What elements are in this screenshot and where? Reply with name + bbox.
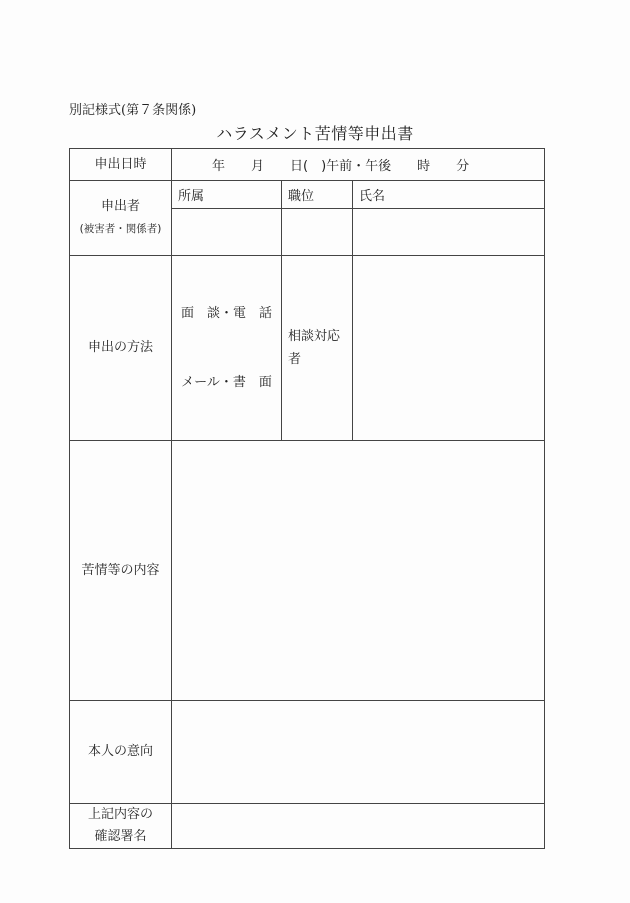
name-header: 氏名	[353, 181, 545, 209]
appendix-label: 別記様式(第７条関係)	[69, 103, 197, 118]
complaint-form-table	[69, 148, 545, 849]
consultant-label-line1: 相談対応	[288, 329, 341, 344]
method-row	[70, 256, 545, 441]
confirm-label-line2: 確認署名	[94, 829, 147, 844]
intent-label: 本人の意向	[70, 701, 172, 804]
content-field[interactable]	[172, 441, 545, 701]
affiliation-field[interactable]	[172, 209, 282, 256]
document-title: ハラスメント苦情等申出書	[216, 124, 414, 143]
consultant-label-cell	[282, 256, 353, 441]
applicant-sublabel: (被害者・関係者)	[79, 223, 162, 235]
intent-row	[70, 701, 545, 804]
content-label: 苦情等の内容	[70, 441, 172, 701]
date-label: 申出日時	[70, 149, 172, 181]
confirm-signature-field[interactable]	[172, 804, 545, 849]
method-options[interactable]	[172, 256, 282, 441]
applicant-label: 申出者	[100, 199, 140, 214]
confirm-row	[70, 804, 545, 849]
applicant-header-row	[70, 181, 545, 209]
method-option-line2: メール・書 面	[181, 375, 272, 390]
date-row	[70, 149, 545, 181]
position-header: 職位	[282, 181, 353, 209]
affiliation-header: 所属	[172, 181, 282, 209]
method-label: 申出の方法	[70, 256, 172, 441]
applicant-label-cell	[70, 181, 172, 256]
consultant-label-line2: 者	[288, 352, 302, 367]
date-time-field[interactable]: 年 月 日( )午前・午後 時 分	[172, 149, 545, 181]
intent-field[interactable]	[172, 701, 545, 804]
position-field[interactable]	[282, 209, 353, 256]
method-option-line1: 面 談・電 話	[180, 306, 272, 321]
confirm-label-line1: 上記内容の	[87, 807, 153, 822]
confirm-label-cell	[70, 804, 172, 849]
consultant-field[interactable]	[353, 256, 545, 441]
content-row	[70, 441, 545, 701]
name-field[interactable]	[353, 209, 545, 256]
